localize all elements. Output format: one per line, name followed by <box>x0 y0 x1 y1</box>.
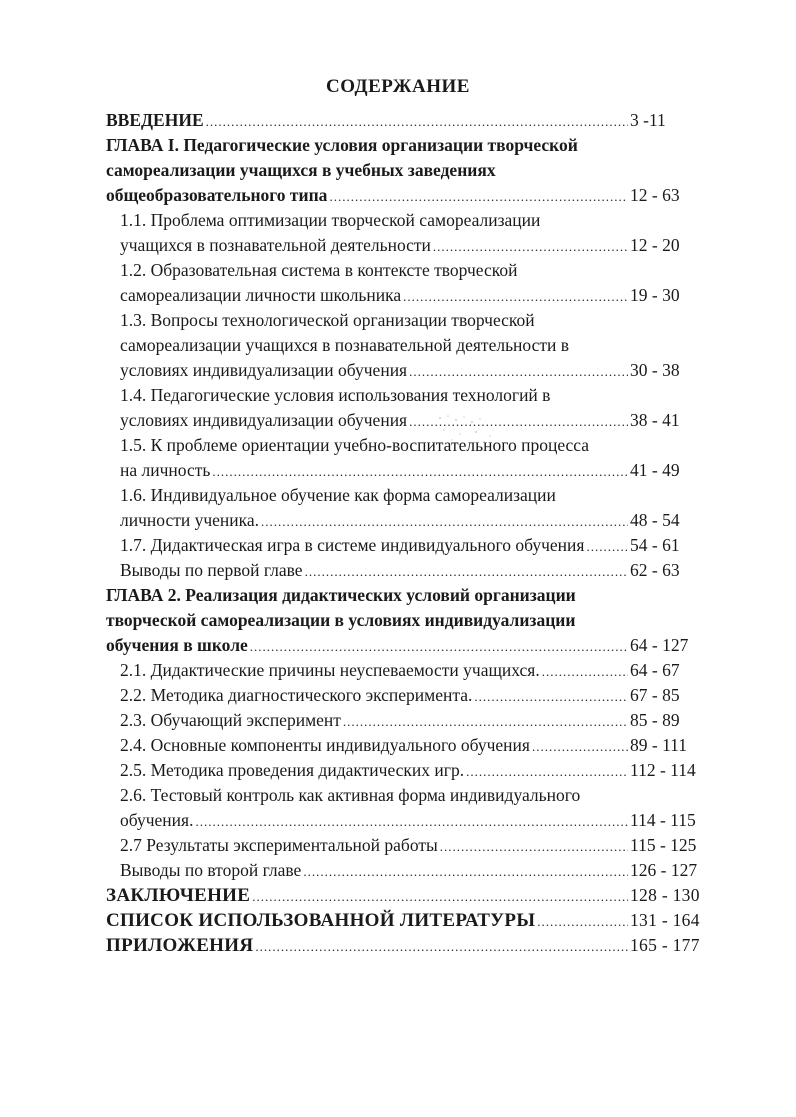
toc-line <box>106 108 708 133</box>
toc-entry-title: ЗАКЛЮЧЕНИЕ <box>106 885 251 906</box>
toc-entry <box>106 733 708 758</box>
toc-entry <box>106 433 708 483</box>
toc-line <box>106 458 708 483</box>
toc-entry-title: ВВЕДЕНИЕ <box>106 110 204 130</box>
toc-page-range: 12 - 63 <box>630 185 680 205</box>
toc-entry-title: ГЛАВА I. Педагогические условия организации творческой <box>106 135 578 155</box>
dot-leader <box>542 659 628 684</box>
toc-entry <box>106 133 708 208</box>
dot-leader <box>532 734 628 759</box>
toc-entry-title: 1.3. Вопросы технологической организации творческой <box>120 310 535 330</box>
toc-entry-title: 2.3. Обучающий эксперимент <box>120 710 341 730</box>
toc-page-range: 126 - 127 <box>630 860 698 880</box>
toc-line <box>106 583 708 608</box>
toc-page-range: 64 - 67 <box>630 660 680 680</box>
toc-page-range: 30 - 38 <box>630 360 680 380</box>
toc-line <box>106 783 708 808</box>
toc-entry-title: личности ученика. <box>120 510 260 530</box>
dot-leader <box>329 184 628 209</box>
toc-entry-title: обучения. <box>120 810 194 830</box>
toc-entry-title: учащихся в познавательной деятельности <box>120 235 431 255</box>
toc-line <box>106 683 708 708</box>
toc-entry <box>106 833 708 858</box>
toc-line <box>106 358 708 383</box>
toc-line <box>106 658 708 683</box>
toc-entry-title: общеобразовательного типа <box>106 185 328 205</box>
toc-page-range: 115 - 125 <box>630 835 697 855</box>
dot-leader <box>433 234 628 259</box>
toc-page-range: 64 - 127 <box>630 635 689 655</box>
toc-entry <box>106 308 708 383</box>
dot-leader <box>305 559 628 584</box>
toc-entry-title: ГЛАВА 2. Реализация дидактических условий организации <box>106 585 576 605</box>
toc-entry-title: СПИСОК ИСПОЛЬЗОВАННОЙ ЛИТЕРАТУРЫ <box>106 910 536 931</box>
page-title: СОДЕРЖАНИЕ <box>326 76 470 97</box>
toc-page-range: 165 - 177 <box>630 935 700 955</box>
toc-line <box>106 558 708 583</box>
dot-leader <box>474 684 628 709</box>
toc-entry <box>106 758 708 783</box>
toc-entry <box>106 583 708 658</box>
dot-leader <box>255 934 628 959</box>
toc-line <box>106 283 708 308</box>
toc-entry-title: 2.2. Методика диагностического эксперимента. <box>120 685 473 705</box>
toc-page-range: 41 - 49 <box>630 460 680 480</box>
dot-leader <box>212 459 628 484</box>
toc-entry-title: Выводы по первой главе <box>120 560 303 580</box>
dot-leader <box>250 634 628 659</box>
toc-line <box>106 758 708 783</box>
toc-entry-title: 1.7. Дидактическая игра в системе индивидуального обучения <box>120 535 585 555</box>
toc-entry-title: самореализации личности школьника <box>120 285 402 305</box>
dot-leader <box>252 884 628 909</box>
toc-entry <box>106 533 708 558</box>
toc-line <box>106 233 708 258</box>
toc-entry <box>106 258 708 308</box>
toc-entry-title: 1.6. Индивидуальное обучение как форма самореализации <box>120 485 556 505</box>
toc-line <box>106 333 708 358</box>
toc-line <box>106 908 708 933</box>
toc-page-range: 12 - 20 <box>630 235 680 255</box>
toc-line <box>106 808 708 833</box>
table-of-contents <box>106 108 708 958</box>
toc-page-range: 19 - 30 <box>630 285 680 305</box>
toc-line <box>106 408 708 433</box>
toc-entry-title: ПРИЛОЖЕНИЯ <box>106 935 254 956</box>
dot-leader <box>409 359 628 384</box>
toc-entry-title: Выводы по второй главе <box>120 860 302 880</box>
toc-line <box>106 633 708 658</box>
toc-page-range: 128 - 130 <box>630 885 700 905</box>
toc-line <box>106 833 708 858</box>
dot-leader <box>343 709 628 734</box>
toc-entry-title: 2.5. Методика проведения дидактических игр. <box>120 760 465 780</box>
toc-entry <box>106 558 708 583</box>
toc-entry <box>106 708 708 733</box>
toc-entry-title: условиях индивидуализации обучения <box>120 360 408 380</box>
toc-entry-title: 2.7 Результаты экспериментальной работы <box>120 835 438 855</box>
toc-line <box>106 258 708 283</box>
toc-entry-title: 1.1. Проблема оптимизации творческой самореализации <box>120 210 541 230</box>
toc-line <box>106 158 708 183</box>
toc-line <box>106 433 708 458</box>
toc-entry-title: 2.4. Основные компоненты индивидуального обучения <box>120 735 530 755</box>
dot-leader <box>537 909 628 934</box>
dot-leader <box>466 759 628 784</box>
toc-entry <box>106 883 708 908</box>
toc-line <box>106 608 708 633</box>
toc-line <box>106 733 708 758</box>
toc-entry <box>106 108 708 133</box>
dot-leader <box>261 509 628 534</box>
toc-entry-title: 2.1. Дидактические причины неуспеваемости учащихся. <box>120 660 540 680</box>
toc-entry <box>106 383 708 433</box>
toc-line <box>106 858 708 883</box>
toc-page-range: 89 - 111 <box>630 735 688 755</box>
toc-entry <box>106 683 708 708</box>
dot-leader <box>206 109 628 134</box>
toc-entry <box>106 658 708 683</box>
toc-entry-title: условиях индивидуализации обучения <box>120 410 408 430</box>
toc-entry <box>106 933 708 958</box>
toc-entry-title: самореализации учащихся в учебных заведениях <box>106 160 496 180</box>
toc-entry-title: обучения в школе <box>106 635 248 655</box>
toc-page-range: 38 - 41 <box>630 410 680 430</box>
toc-line <box>106 483 708 508</box>
toc-entry-title: 1.4. Педагогические условия использования технологий в <box>120 385 551 405</box>
toc-line <box>106 533 708 558</box>
toc-entry-title: 1.5. К проблеме ориентации учебно-воспитательного процесса <box>120 435 590 455</box>
toc-line <box>106 508 708 533</box>
toc-entry-title: самореализации учащихся в познавательной деятельности в <box>120 335 570 355</box>
toc-page-range: 3 -11 <box>630 110 666 130</box>
toc-line <box>106 308 708 333</box>
toc-page-range: 114 - 115 <box>630 810 696 830</box>
toc-line <box>106 383 708 408</box>
toc-line <box>106 183 708 208</box>
toc-line <box>106 208 708 233</box>
dot-leader <box>586 534 628 559</box>
toc-page-range: 85 - 89 <box>630 710 680 730</box>
toc-entry-title: творческой самореализации в условиях индивидуализации <box>106 610 576 630</box>
toc-page-range: 48 - 54 <box>630 510 680 530</box>
dot-leader <box>303 859 628 884</box>
toc-page-range: 112 - 114 <box>630 760 696 780</box>
toc-line <box>106 133 708 158</box>
toc-entry-title: 1.2. Образовательная система в контексте творческой <box>120 260 518 280</box>
toc-page-range: 54 - 61 <box>630 535 680 555</box>
dot-leader <box>195 809 628 834</box>
dot-leader <box>403 284 628 309</box>
toc-line <box>106 933 708 958</box>
toc-entry <box>106 483 708 533</box>
toc-page-range: 67 - 85 <box>630 685 680 705</box>
toc-line <box>106 708 708 733</box>
toc-entry <box>106 908 708 933</box>
toc-page-range: 131 - 164 <box>630 910 700 930</box>
toc-entry <box>106 208 708 258</box>
toc-page-range: 62 - 63 <box>630 560 680 580</box>
toc-entry-title: 2.6. Тестовый контроль как активная форма индивидуального <box>120 785 581 805</box>
toc-entry <box>106 858 708 883</box>
toc-line <box>106 883 708 908</box>
toc-entry-title: на личность <box>120 460 211 480</box>
dot-leader <box>440 834 628 859</box>
faint-stamp-mark <box>430 408 510 448</box>
toc-entry <box>106 783 708 833</box>
